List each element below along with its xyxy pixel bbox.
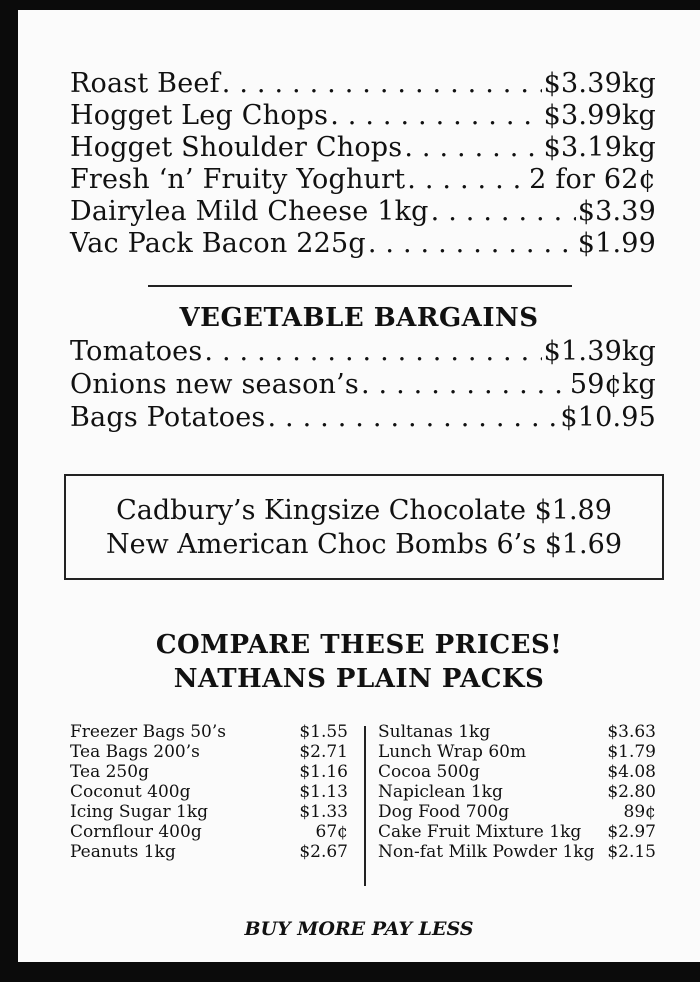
- price-line: [70, 163, 656, 197]
- dot-leader: [407, 163, 527, 197]
- item-name: Roast Beef: [70, 68, 220, 99]
- chocolate-box: [64, 474, 664, 580]
- compare-item-price: 67¢: [315, 822, 348, 842]
- item-name: Onions new season’s: [70, 369, 359, 400]
- price-line: [70, 67, 656, 101]
- compare-row: [70, 722, 348, 742]
- item-price: $3.39: [577, 196, 656, 227]
- dot-leader: [368, 227, 576, 261]
- compare-item-price: $1.33: [299, 802, 348, 822]
- compare-item-price: $3.63: [607, 722, 656, 742]
- compare-row: [70, 802, 348, 822]
- compare-item-price: $2.80: [607, 782, 656, 802]
- slogan: BUY MORE PAY LESS: [244, 918, 474, 940]
- item-name: Vac Pack Bacon 225g: [70, 228, 366, 259]
- compare-item-price: $1.79: [607, 742, 656, 762]
- item-price: 2 for 62¢: [529, 164, 656, 195]
- item-name: Hogget Leg Chops: [70, 100, 329, 131]
- compare-row: [378, 822, 656, 842]
- vegetable-heading: VEGETABLE BARGAINS: [179, 303, 539, 333]
- compare-item-price: 89¢: [623, 802, 656, 822]
- compare-row: [378, 762, 656, 782]
- item-price: 59¢kg: [569, 369, 656, 400]
- item-price: $3.99kg: [543, 100, 656, 131]
- compare-row: [70, 842, 348, 862]
- price-line: [70, 401, 656, 435]
- item-price: $3.19kg: [543, 132, 656, 163]
- compare-row: [378, 742, 656, 762]
- dot-leader: [404, 131, 541, 165]
- compare-left-column: [70, 722, 348, 862]
- compare-right-column: [378, 722, 656, 862]
- compare-row: [70, 742, 348, 762]
- compare-item-price: $1.13: [299, 782, 348, 802]
- compare-row: [378, 802, 656, 822]
- compare-item-price: $1.55: [299, 722, 348, 742]
- compare-item-price: $1.16: [299, 762, 348, 782]
- compare-item-name: Non-fat Milk Powder 1kg: [378, 842, 595, 862]
- compare-item-name: Tea 250g: [70, 762, 149, 782]
- item-price: $10.95: [560, 402, 656, 433]
- dot-leader: [361, 368, 568, 402]
- compare-item-name: Lunch Wrap 60m: [378, 742, 527, 762]
- compare-row: [378, 842, 656, 862]
- item-name: Bags Potatoes: [70, 402, 266, 433]
- item-name: Fresh ‘n’ Fruity Yoghurt: [70, 164, 406, 195]
- compare-item-name: Tea Bags 200’s: [70, 742, 200, 762]
- item-price: $1.39kg: [543, 336, 656, 367]
- compare-item-name: Napiclean 1kg: [378, 782, 503, 802]
- compare-item-price: $2.15: [607, 842, 656, 862]
- price-line: [70, 195, 656, 229]
- compare-subheading: NATHANS PLAIN PACKS: [173, 664, 545, 694]
- compare-item-name: Cocoa 500g: [378, 762, 480, 782]
- compare-row: [70, 782, 348, 802]
- item-name: Dairylea Mild Cheese 1kg: [70, 196, 429, 227]
- compare-row: [378, 722, 656, 742]
- dot-leader: [330, 99, 541, 133]
- dot-leader: [204, 335, 541, 369]
- price-line: [70, 335, 656, 369]
- compare-item-price: $2.67: [299, 842, 348, 862]
- box-line: New American Choc Bombs 6’s $1.69: [105, 529, 623, 560]
- section-divider: [148, 285, 572, 287]
- bottom-border: [0, 962, 700, 982]
- compare-item-name: Sultanas 1kg: [378, 722, 491, 742]
- price-line: [70, 227, 656, 261]
- compare-item-name: Peanuts 1kg: [70, 842, 176, 862]
- item-name: Hogget Shoulder Chops: [70, 132, 403, 163]
- price-line: [70, 368, 656, 402]
- compare-item-name: Coconut 400g: [70, 782, 191, 802]
- compare-item-name: Freezer Bags 50’s: [70, 722, 226, 742]
- compare-item-name: Cornflour 400g: [70, 822, 202, 842]
- compare-item-price: $2.71: [299, 742, 348, 762]
- left-border: [0, 0, 18, 982]
- compare-row: [70, 762, 348, 782]
- compare-item-price: $4.08: [607, 762, 656, 782]
- column-divider: [364, 726, 366, 886]
- compare-item-price: $2.97: [607, 822, 656, 842]
- dot-leader: [222, 67, 542, 101]
- compare-row: [70, 822, 348, 842]
- dot-leader: [431, 195, 576, 229]
- compare-row: [378, 782, 656, 802]
- item-price: $1.99: [577, 228, 656, 259]
- price-line: [70, 131, 656, 165]
- compare-heading: COMPARE THESE PRICES!: [155, 630, 563, 660]
- item-name: Tomatoes: [70, 336, 203, 367]
- dot-leader: [267, 401, 558, 435]
- price-list-page: [18, 10, 700, 962]
- compare-item-name: Cake Fruit Mixture 1kg: [378, 822, 582, 842]
- top-border: [0, 0, 700, 10]
- price-line: [70, 99, 656, 133]
- item-price: $3.39kg: [543, 68, 656, 99]
- compare-item-name: Icing Sugar 1kg: [70, 802, 209, 822]
- compare-item-name: Dog Food 700g: [378, 802, 510, 822]
- box-line: Cadbury’s Kingsize Chocolate $1.89: [116, 495, 612, 526]
